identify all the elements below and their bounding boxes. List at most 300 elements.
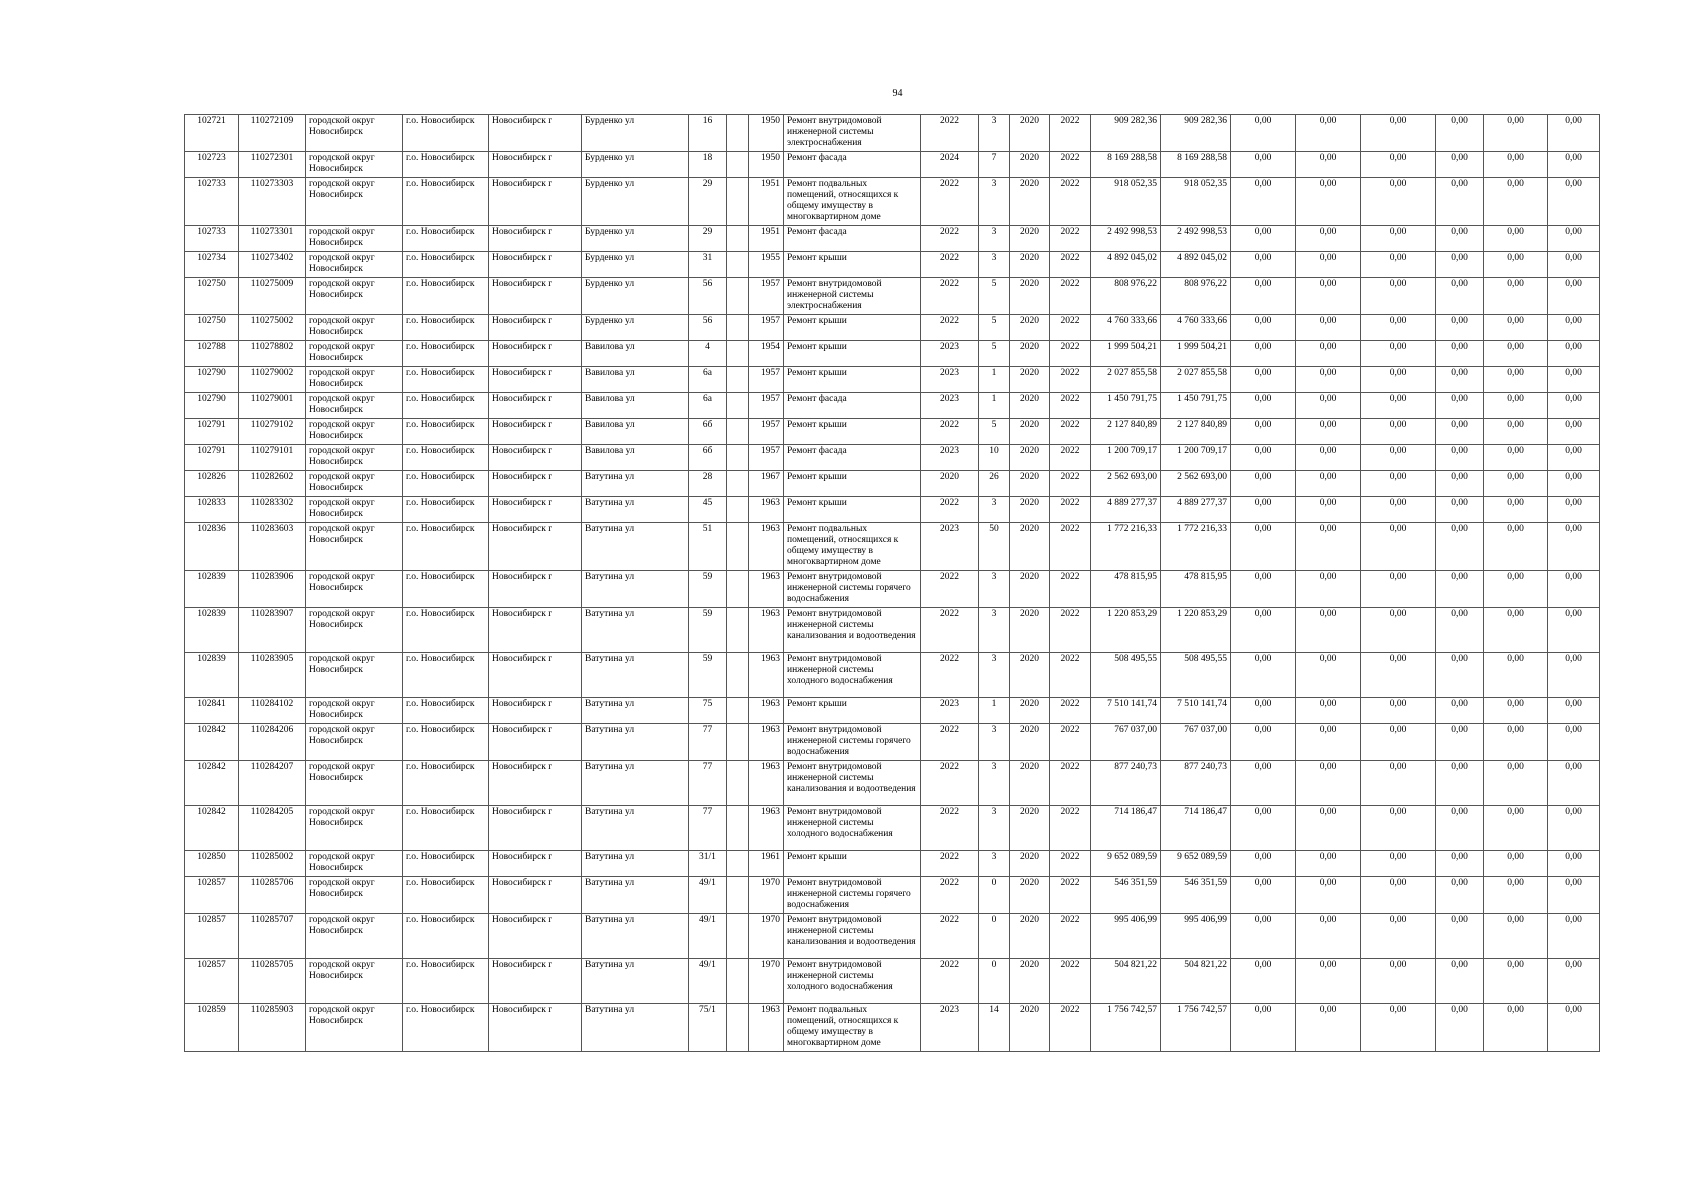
row-total: 9 652 089,59: [1161, 851, 1231, 877]
row-cost: 1 999 504,21: [1091, 341, 1161, 367]
row-blank: [727, 698, 749, 724]
row-cost: 808 976,22: [1091, 278, 1161, 315]
row-id: 102788: [185, 341, 239, 367]
row-count: 3: [979, 497, 1010, 523]
row-code: 110273402: [239, 252, 306, 278]
row-value-6: 0,00: [1548, 278, 1600, 315]
row-count: 5: [979, 278, 1010, 315]
row-value-3: 0,00: [1361, 278, 1436, 315]
row-cost: 1 772 216,33: [1091, 523, 1161, 571]
row-year: 1961: [749, 851, 784, 877]
row-city: Новосибирск г: [489, 419, 582, 445]
row-code: 110283907: [239, 608, 306, 653]
row-year-from: 2020: [1010, 178, 1050, 226]
row-value-3: 0,00: [1361, 178, 1436, 226]
row-value-3: 0,00: [1361, 1004, 1436, 1052]
row-city: Новосибирск г: [489, 698, 582, 724]
row-value-4: 0,00: [1436, 724, 1484, 761]
row-year-from: 2020: [1010, 877, 1050, 914]
row-cost: 1 220 853,29: [1091, 608, 1161, 653]
row-total: 504 821,22: [1161, 959, 1231, 1004]
row-year: 1954: [749, 341, 784, 367]
row-value-6: 0,00: [1548, 115, 1600, 152]
row-year-from: 2020: [1010, 315, 1050, 341]
row-blank: [727, 419, 749, 445]
row-year: 1957: [749, 278, 784, 315]
row-id: 102790: [185, 393, 239, 419]
row-go: г.о. Новосибирск: [403, 152, 489, 178]
row-go: г.о. Новосибирск: [403, 252, 489, 278]
row-code: 110285706: [239, 877, 306, 914]
row-value-5: 0,00: [1484, 914, 1548, 959]
row-code: 110285903: [239, 1004, 306, 1052]
row-value-1: 0,00: [1231, 761, 1296, 806]
row-value-2: 0,00: [1296, 278, 1361, 315]
row-year-from: 2020: [1010, 497, 1050, 523]
row-count: 0: [979, 959, 1010, 1004]
row-value-1: 0,00: [1231, 497, 1296, 523]
row-plan-year: 2020: [921, 471, 979, 497]
row-year-from: 2020: [1010, 152, 1050, 178]
row-value-3: 0,00: [1361, 959, 1436, 1004]
row-value-3: 0,00: [1361, 419, 1436, 445]
row-id: 102790: [185, 367, 239, 393]
row-plan-year: 2022: [921, 914, 979, 959]
row-code: 110273301: [239, 226, 306, 252]
row-street: Вавилова ул: [582, 367, 689, 393]
row-city: Новосибирск г: [489, 278, 582, 315]
row-year-from: 2020: [1010, 761, 1050, 806]
row-code: 110282602: [239, 471, 306, 497]
row-go: г.о. Новосибирск: [403, 761, 489, 806]
row-house: 56: [689, 315, 727, 341]
row-value-4: 0,00: [1436, 914, 1484, 959]
row-code: 110279002: [239, 367, 306, 393]
row-code: 110283905: [239, 653, 306, 698]
row-house: 59: [689, 571, 727, 608]
row-go: г.о. Новосибирск: [403, 115, 489, 152]
row-value-3: 0,00: [1361, 608, 1436, 653]
table-row: [185, 278, 1600, 315]
row-year-to: 2022: [1050, 152, 1091, 178]
row-street: Ватутина ул: [582, 724, 689, 761]
row-id: 102857: [185, 959, 239, 1004]
row-city: Новосибирск г: [489, 851, 582, 877]
row-value-3: 0,00: [1361, 724, 1436, 761]
row-plan-year: 2022: [921, 178, 979, 226]
row-id: 102826: [185, 471, 239, 497]
row-work: Ремонт внутридомовой инженерной системы электроснабжения: [784, 115, 921, 152]
row-value-4: 0,00: [1436, 278, 1484, 315]
row-work: Ремонт крыши: [784, 497, 921, 523]
row-count: 3: [979, 252, 1010, 278]
row-value-4: 0,00: [1436, 761, 1484, 806]
row-plan-year: 2023: [921, 523, 979, 571]
row-plan-year: 2022: [921, 419, 979, 445]
row-okrug: городской округ Новосибирск: [306, 761, 403, 806]
row-total: 2 027 855,58: [1161, 367, 1231, 393]
table-row: [185, 341, 1600, 367]
row-okrug: городской округ Новосибирск: [306, 959, 403, 1004]
row-go: г.о. Новосибирск: [403, 806, 489, 851]
row-id: 102839: [185, 608, 239, 653]
row-value-6: 0,00: [1548, 226, 1600, 252]
row-id: 102723: [185, 152, 239, 178]
row-year: 1951: [749, 226, 784, 252]
row-work: Ремонт внутридомовой инженерной системы канализования и водоотведения: [784, 761, 921, 806]
row-okrug: городской округ Новосибирск: [306, 278, 403, 315]
row-count: 5: [979, 341, 1010, 367]
row-house: 77: [689, 806, 727, 851]
row-year-from: 2020: [1010, 393, 1050, 419]
row-code: 110285705: [239, 959, 306, 1004]
row-city: Новосибирск г: [489, 724, 582, 761]
row-id: 102750: [185, 315, 239, 341]
row-street: Ватутина ул: [582, 851, 689, 877]
row-work: Ремонт крыши: [784, 471, 921, 497]
row-value-2: 0,00: [1296, 315, 1361, 341]
row-value-6: 0,00: [1548, 315, 1600, 341]
row-house: 29: [689, 178, 727, 226]
row-cost: 1 200 709,17: [1091, 445, 1161, 471]
row-value-6: 0,00: [1548, 178, 1600, 226]
row-year-from: 2020: [1010, 523, 1050, 571]
row-total: 1 450 791,75: [1161, 393, 1231, 419]
row-go: г.о. Новосибирск: [403, 653, 489, 698]
row-plan-year: 2022: [921, 959, 979, 1004]
row-total: 808 976,22: [1161, 278, 1231, 315]
row-total: 4 889 277,37: [1161, 497, 1231, 523]
row-city: Новосибирск г: [489, 226, 582, 252]
row-value-2: 0,00: [1296, 806, 1361, 851]
row-value-2: 0,00: [1296, 341, 1361, 367]
row-year: 1951: [749, 178, 784, 226]
row-cost: 1 450 791,75: [1091, 393, 1161, 419]
row-year-to: 2022: [1050, 471, 1091, 497]
row-value-5: 0,00: [1484, 959, 1548, 1004]
row-street: Бурденко ул: [582, 226, 689, 252]
row-city: Новосибирск г: [489, 959, 582, 1004]
table-row: [185, 571, 1600, 608]
row-value-1: 0,00: [1231, 1004, 1296, 1052]
row-value-1: 0,00: [1231, 914, 1296, 959]
row-count: 26: [979, 471, 1010, 497]
row-total: 1 999 504,21: [1161, 341, 1231, 367]
row-city: Новосибирск г: [489, 497, 582, 523]
row-value-5: 0,00: [1484, 393, 1548, 419]
row-street: Ватутина ул: [582, 571, 689, 608]
row-go: г.о. Новосибирск: [403, 1004, 489, 1052]
row-year-from: 2020: [1010, 698, 1050, 724]
row-value-3: 0,00: [1361, 341, 1436, 367]
row-street: Ватутина ул: [582, 497, 689, 523]
row-work: Ремонт фасада: [784, 445, 921, 471]
row-cost: 2 027 855,58: [1091, 367, 1161, 393]
row-value-5: 0,00: [1484, 877, 1548, 914]
table-row: [185, 653, 1600, 698]
row-street: Бурденко ул: [582, 252, 689, 278]
table-row: [185, 393, 1600, 419]
row-house: 31/1: [689, 851, 727, 877]
row-value-1: 0,00: [1231, 278, 1296, 315]
row-house: 56: [689, 278, 727, 315]
table-row: [185, 315, 1600, 341]
row-okrug: городской округ Новосибирск: [306, 914, 403, 959]
row-year-from: 2020: [1010, 419, 1050, 445]
row-value-5: 0,00: [1484, 315, 1548, 341]
row-value-2: 0,00: [1296, 571, 1361, 608]
row-plan-year: 2022: [921, 608, 979, 653]
row-year: 1963: [749, 497, 784, 523]
row-work: Ремонт внутридомовой инженерной системы горячего водоснабжения: [784, 877, 921, 914]
row-year: 1970: [749, 877, 784, 914]
row-go: г.о. Новосибирск: [403, 367, 489, 393]
row-value-2: 0,00: [1296, 523, 1361, 571]
row-cost: 4 760 333,66: [1091, 315, 1161, 341]
row-value-2: 0,00: [1296, 367, 1361, 393]
row-cost: 508 495,55: [1091, 653, 1161, 698]
row-plan-year: 2022: [921, 571, 979, 608]
row-okrug: городской округ Новосибирск: [306, 252, 403, 278]
row-year-to: 2022: [1050, 445, 1091, 471]
row-year-from: 2020: [1010, 806, 1050, 851]
row-blank: [727, 278, 749, 315]
row-house: 51: [689, 523, 727, 571]
row-value-4: 0,00: [1436, 152, 1484, 178]
row-value-2: 0,00: [1296, 497, 1361, 523]
row-blank: [727, 341, 749, 367]
row-code: 110285707: [239, 914, 306, 959]
row-value-1: 0,00: [1231, 419, 1296, 445]
row-cost: 4 889 277,37: [1091, 497, 1161, 523]
row-blank: [727, 608, 749, 653]
row-house: 49/1: [689, 959, 727, 1004]
row-house: 6б: [689, 419, 727, 445]
row-work: Ремонт внутридомовой инженерной системы холодного водоснабжения: [784, 806, 921, 851]
row-id: 102733: [185, 178, 239, 226]
row-year: 1957: [749, 419, 784, 445]
row-street: Бурденко ул: [582, 115, 689, 152]
row-id: 102734: [185, 252, 239, 278]
row-go: г.о. Новосибирск: [403, 315, 489, 341]
row-work: Ремонт внутридомовой инженерной системы электроснабжения: [784, 278, 921, 315]
row-value-3: 0,00: [1361, 445, 1436, 471]
row-value-3: 0,00: [1361, 571, 1436, 608]
row-year-to: 2022: [1050, 523, 1091, 571]
row-total: 478 815,95: [1161, 571, 1231, 608]
row-street: Бурденко ул: [582, 278, 689, 315]
row-street: Вавилова ул: [582, 445, 689, 471]
row-value-3: 0,00: [1361, 523, 1436, 571]
row-plan-year: 2022: [921, 115, 979, 152]
row-total: 714 186,47: [1161, 806, 1231, 851]
row-go: г.о. Новосибирск: [403, 471, 489, 497]
row-blank: [727, 315, 749, 341]
row-house: 49/1: [689, 877, 727, 914]
row-house: 29: [689, 226, 727, 252]
repair-register-table: [184, 114, 1600, 1052]
row-year-to: 2022: [1050, 851, 1091, 877]
row-value-1: 0,00: [1231, 252, 1296, 278]
row-total: 2 562 693,00: [1161, 471, 1231, 497]
row-value-4: 0,00: [1436, 698, 1484, 724]
row-value-3: 0,00: [1361, 806, 1436, 851]
row-city: Новосибирск г: [489, 445, 582, 471]
row-value-4: 0,00: [1436, 1004, 1484, 1052]
row-city: Новосибирск г: [489, 115, 582, 152]
row-year-to: 2022: [1050, 724, 1091, 761]
row-street: Ватутина ул: [582, 653, 689, 698]
row-cost: 714 186,47: [1091, 806, 1161, 851]
table-row: [185, 419, 1600, 445]
row-code: 110273303: [239, 178, 306, 226]
row-value-4: 0,00: [1436, 367, 1484, 393]
row-plan-year: 2022: [921, 851, 979, 877]
row-code: 110283603: [239, 523, 306, 571]
row-city: Новосибирск г: [489, 393, 582, 419]
row-plan-year: 2022: [921, 497, 979, 523]
row-blank: [727, 851, 749, 877]
row-city: Новосибирск г: [489, 608, 582, 653]
row-work: Ремонт подвальных помещений, относящихся к общему имуществу в многоквартирном доме: [784, 178, 921, 226]
row-value-2: 0,00: [1296, 445, 1361, 471]
row-city: Новосибирск г: [489, 653, 582, 698]
row-year-to: 2022: [1050, 1004, 1091, 1052]
row-value-1: 0,00: [1231, 152, 1296, 178]
row-value-1: 0,00: [1231, 877, 1296, 914]
row-value-1: 0,00: [1231, 367, 1296, 393]
row-blank: [727, 115, 749, 152]
row-total: 8 169 288,58: [1161, 152, 1231, 178]
row-count: 3: [979, 724, 1010, 761]
row-plan-year: 2022: [921, 653, 979, 698]
row-okrug: городской округ Новосибирск: [306, 698, 403, 724]
row-id: 102841: [185, 698, 239, 724]
row-year-from: 2020: [1010, 1004, 1050, 1052]
row-go: г.о. Новосибирск: [403, 178, 489, 226]
row-value-4: 0,00: [1436, 571, 1484, 608]
row-work: Ремонт внутридомовой инженерной системы горячего водоснабжения: [784, 571, 921, 608]
row-id: 102721: [185, 115, 239, 152]
row-house: 59: [689, 608, 727, 653]
row-id: 102791: [185, 419, 239, 445]
table-row: [185, 497, 1600, 523]
row-street: Вавилова ул: [582, 341, 689, 367]
row-count: 3: [979, 115, 1010, 152]
row-year-to: 2022: [1050, 178, 1091, 226]
row-code: 110279101: [239, 445, 306, 471]
row-count: 1: [979, 367, 1010, 393]
row-value-5: 0,00: [1484, 806, 1548, 851]
row-house: 18: [689, 152, 727, 178]
row-value-5: 0,00: [1484, 471, 1548, 497]
row-value-3: 0,00: [1361, 471, 1436, 497]
row-value-5: 0,00: [1484, 278, 1548, 315]
row-blank: [727, 178, 749, 226]
row-code: 110275002: [239, 315, 306, 341]
row-value-2: 0,00: [1296, 653, 1361, 698]
row-value-1: 0,00: [1231, 959, 1296, 1004]
row-value-3: 0,00: [1361, 914, 1436, 959]
row-year-to: 2022: [1050, 226, 1091, 252]
table-row: [185, 152, 1600, 178]
row-count: 3: [979, 761, 1010, 806]
table-row: [185, 252, 1600, 278]
row-total: 7 510 141,74: [1161, 698, 1231, 724]
row-count: 3: [979, 226, 1010, 252]
row-go: г.о. Новосибирск: [403, 724, 489, 761]
row-okrug: городской округ Новосибирск: [306, 806, 403, 851]
row-okrug: городской округ Новосибирск: [306, 1004, 403, 1052]
row-blank: [727, 226, 749, 252]
row-count: 10: [979, 445, 1010, 471]
row-year-from: 2020: [1010, 724, 1050, 761]
row-work: Ремонт крыши: [784, 419, 921, 445]
row-id: 102750: [185, 278, 239, 315]
row-year-to: 2022: [1050, 653, 1091, 698]
row-go: г.о. Новосибирск: [403, 959, 489, 1004]
row-id: 102836: [185, 523, 239, 571]
row-value-6: 0,00: [1548, 877, 1600, 914]
row-work: Ремонт фасада: [784, 152, 921, 178]
row-house: 77: [689, 724, 727, 761]
table-row: [185, 115, 1600, 152]
row-total: 546 351,59: [1161, 877, 1231, 914]
row-blank: [727, 152, 749, 178]
row-year-to: 2022: [1050, 959, 1091, 1004]
row-count: 0: [979, 877, 1010, 914]
row-total: 877 240,73: [1161, 761, 1231, 806]
row-value-3: 0,00: [1361, 367, 1436, 393]
row-value-1: 0,00: [1231, 608, 1296, 653]
row-count: 1: [979, 393, 1010, 419]
row-city: Новосибирск г: [489, 341, 582, 367]
table-row: [185, 367, 1600, 393]
row-value-4: 0,00: [1436, 419, 1484, 445]
row-total: 1 220 853,29: [1161, 608, 1231, 653]
row-cost: 8 169 288,58: [1091, 152, 1161, 178]
row-street: Вавилова ул: [582, 419, 689, 445]
row-code: 110283906: [239, 571, 306, 608]
row-city: Новосибирск г: [489, 1004, 582, 1052]
page-number: 94: [892, 88, 903, 99]
row-value-5: 0,00: [1484, 152, 1548, 178]
row-value-2: 0,00: [1296, 152, 1361, 178]
row-go: г.о. Новосибирск: [403, 571, 489, 608]
row-value-6: 0,00: [1548, 419, 1600, 445]
row-blank: [727, 1004, 749, 1052]
row-value-3: 0,00: [1361, 653, 1436, 698]
row-value-6: 0,00: [1548, 393, 1600, 419]
row-year-from: 2020: [1010, 445, 1050, 471]
row-value-2: 0,00: [1296, 851, 1361, 877]
row-city: Новосибирск г: [489, 523, 582, 571]
row-year-to: 2022: [1050, 571, 1091, 608]
row-year: 1957: [749, 445, 784, 471]
row-value-6: 0,00: [1548, 152, 1600, 178]
row-value-5: 0,00: [1484, 115, 1548, 152]
table-row: [185, 914, 1600, 959]
table-row: [185, 471, 1600, 497]
row-value-5: 0,00: [1484, 445, 1548, 471]
table-row: [185, 226, 1600, 252]
row-okrug: городской округ Новосибирск: [306, 523, 403, 571]
row-value-2: 0,00: [1296, 419, 1361, 445]
table-row: [185, 959, 1600, 1004]
row-value-1: 0,00: [1231, 851, 1296, 877]
row-value-4: 0,00: [1436, 653, 1484, 698]
row-plan-year: 2023: [921, 445, 979, 471]
